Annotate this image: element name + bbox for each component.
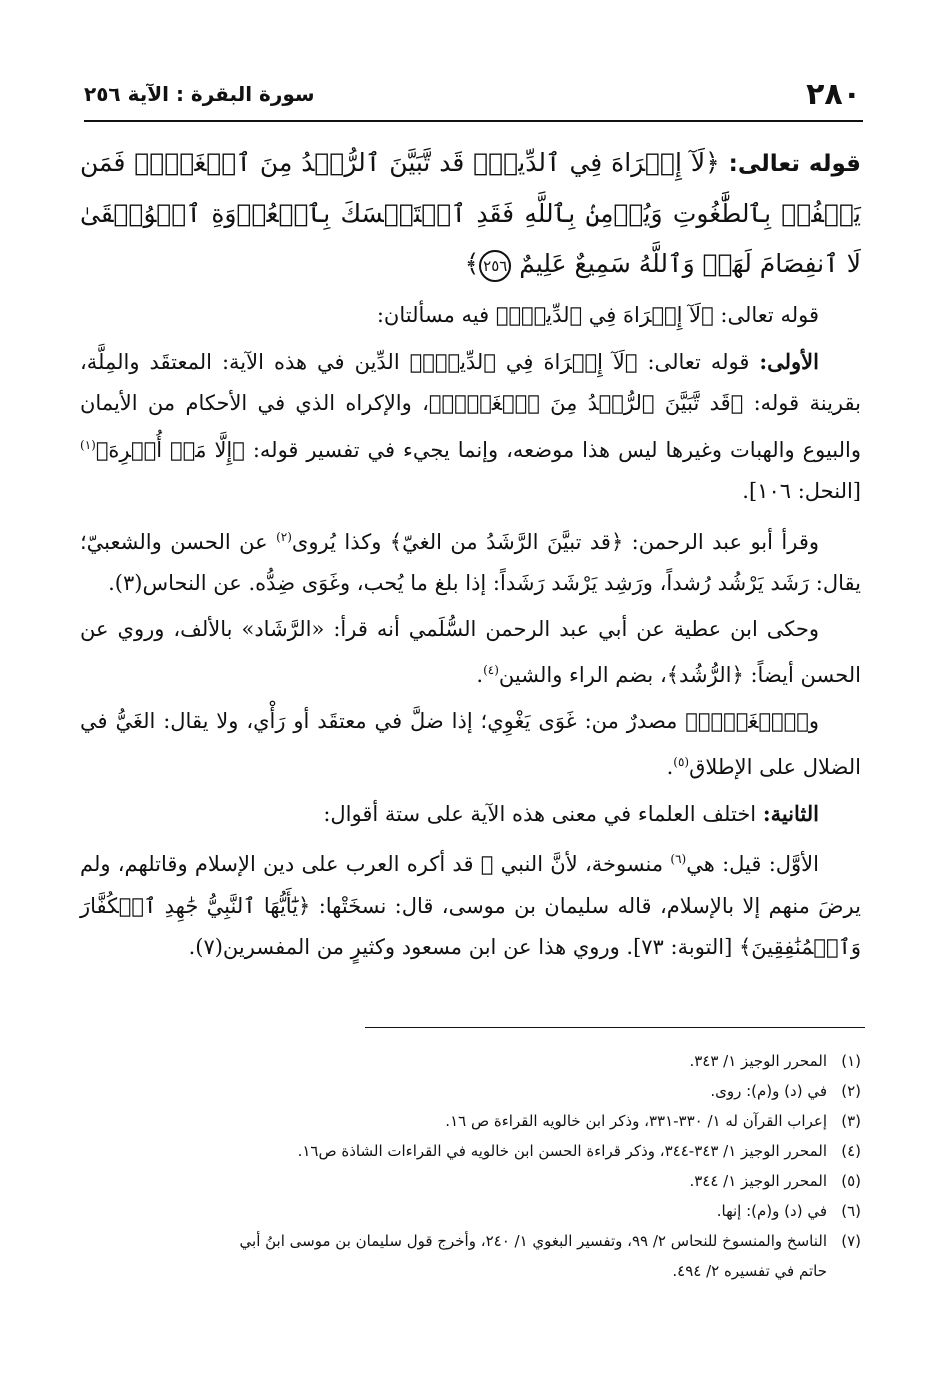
paragraph-tail: منسوخة، لأنَّ النبي ﷺ قد أكره العرب على دين الإسلام وقاتلهم، ولم يرضَ منهم إلا بالإسلام، قاله سليمان بن موسى، قال: نسخَتْها: ﴿يَٰٓأَيُّهَا ٱلنَّبِيُّ جَٰهِدِ ٱلۡكُفَّارَ وَٱلۡمُنَٰفِقِينَ﴾ [التوبة: ٧٣]. وروي هذا عن ابن مسعود وكثيرٍ من المفسرين(٧).: [80, 852, 861, 959]
footnote-text: المحرر الوجيز ١/ ٣٤٤.: [689, 1172, 827, 1190]
footnote: [82, 1196, 861, 1226]
paragraph-tail: [النحل: ١٠٦].: [742, 479, 861, 503]
header-rule: [84, 120, 863, 122]
footnote-number: (٧): [841, 1232, 861, 1250]
footnote: [82, 1226, 861, 1256]
footnote-text: إعراب القرآن له ١/ ٣٣٠-٣٣١، وذكر ابن خالويه القراءة ص ١٦.: [445, 1112, 827, 1130]
paragraph-text: و﴿ٱلۡغَيِّۚ﴾ مصدرٌ من: غَوَى يَغْوِي؛ إذا ضلَّ في معتقَد أو رَأْي، ولا يقال: الغَيُّ في الضلال على الإطلاق: [80, 708, 861, 779]
footnote-text: المحرر الوجيز ١/ ٣٤٣.: [689, 1052, 827, 1070]
page-header: [84, 74, 861, 114]
paragraph: [80, 341, 861, 513]
footnote-text: الناسخ والمنسوخ للنحاس ٢/ ٩٩، وتفسير البغوي ١/ ٢٤٠، وأخرج قول سليمان بن موسى ابنُ أبي: [239, 1232, 827, 1250]
paragraph-tail: .: [476, 663, 484, 687]
running-title: سورة البقرة : الآية ٢٥٦: [84, 82, 315, 106]
footnote-continuation: حاتم في تفسيره ٢/ ٤٩٤.: [672, 1262, 827, 1280]
ayah-number-icon: ٢٥٦: [479, 250, 511, 282]
paragraph-lead: الثانية:: [762, 800, 819, 826]
footnote-text: المحرر الوجيز ١/ ٣٤٣-٣٤٤، وذكر قراءة الحسن ابن خالويه في القراءات الشاذة ص١٦.: [297, 1142, 827, 1160]
paragraph-text: قوله تعالى: ﴿لَآ إِكۡرَاهَ فِي ٱلدِّينِۖ﴾ فيه مسألتان:: [376, 303, 819, 327]
footnote: [82, 1046, 861, 1076]
footnote-number: (٢): [841, 1082, 861, 1100]
paragraph: [80, 517, 861, 605]
paragraph-tail: .: [666, 755, 674, 779]
footnote: [82, 1106, 861, 1136]
footnote: [82, 1136, 861, 1166]
page-number: ٢٨٠: [806, 76, 861, 112]
footnote-number: (٣): [841, 1112, 861, 1130]
verse-text: ﴿لَآ إِكۡرَاهَ فِي ٱلدِّينِۖ قَد تَّبَيَّنَ ٱلرُّشۡدُ مِنَ ٱلۡغَيِّۚ فَمَن يَكۡفُرۡ بِٱلطَّٰغُوتِ وَيُؤۡمِنۢ بِٱللَّهِ فَقَدِ ٱسۡتَمۡسَكَ بِٱلۡعُرۡوَةِ ٱلۡوُثۡقَىٰ لَا ٱنفِصَامَ لَهَاۗ وَٱللَّهُ سَمِيعٌ عَلِيمٌ: [80, 148, 861, 278]
footnote-ref: (٦): [670, 852, 687, 866]
verse-lead: قوله تعالى:: [728, 151, 861, 177]
paragraph-lead: الأولى:: [759, 348, 819, 374]
footnote: [82, 1076, 861, 1106]
paragraph-text: اختلف العلماء في معنى هذه الآية على ستة أقوال:: [323, 801, 757, 826]
main-text: [80, 138, 861, 973]
footnote-number: (٥): [841, 1172, 861, 1190]
footnote-number: (٤): [841, 1142, 861, 1160]
paragraph: [80, 609, 861, 697]
paragraph-tail: عن الحسن والشعبيّ؛ يقال: رَشَد يَرْشُد رُشداً، ورَشِد يَرْشَد رَشَداً: إذا بلغ ما يُحب، وغَوَى ضِدُّه. عن النحاس(٣).: [80, 529, 861, 595]
footnote-number: (١): [841, 1052, 861, 1070]
footnote-number: (٦): [841, 1202, 861, 1220]
paragraph: [80, 793, 861, 836]
footnote-ref: (٢): [276, 529, 292, 544]
footnote: [82, 1166, 861, 1196]
paragraph-text: وقرأ أبو عبد الرحمن: ﴿قد تبيَّنَ الرَّشَدُ من الغيّ﴾ وكذا يُروى: [291, 529, 820, 554]
paragraph: [80, 295, 861, 337]
footnote-rule: [365, 1027, 865, 1028]
paragraph: [80, 839, 861, 969]
paragraph-text: الأوَّل: قيل: هي: [686, 852, 819, 876]
footnote-text: في (د) و(م): روى.: [710, 1082, 827, 1100]
footnote-ref: (١): [80, 437, 96, 452]
paragraph-text: وحكى ابن عطية عن أبي عبد الرحمن السُّلَمي أنه قرأ: «الرَّشَاد» بالألف، وروي عن الحسن أيضاً: ﴿الرُّشُد﴾، بضم الراء والشين: [80, 616, 861, 687]
footnote-ref: (٥): [673, 755, 690, 769]
quran-verse: [80, 138, 861, 289]
footnotes: [82, 1046, 861, 1286]
footnote-text: في (د) و(م): إنها.: [716, 1202, 827, 1220]
footnote-ref: (٤): [483, 663, 499, 677]
paragraph-text: قوله تعالى: ﴿لَآ إِكۡرَاهَ فِي ٱلدِّينِۖ﴾ الدِّين في هذه الآية: المعتقَد والمِلَّة، بقرينة قوله: ﴿قَد تَّبَيَّنَ ٱلرُّشۡدُ مِنَ ٱلۡغَيِّۚ﴾، والإكراه الذي في الأحكام من الأيمان والبيوع والهبات وغيرها ليس هذا موضعه، وإنما يجيء في تفسير قوله: ﴿إِلَّا مَنۡ أُكۡرِهَ﴾: [80, 349, 861, 462]
verse-close: ﴾: [464, 249, 480, 278]
paragraph: [80, 701, 861, 789]
